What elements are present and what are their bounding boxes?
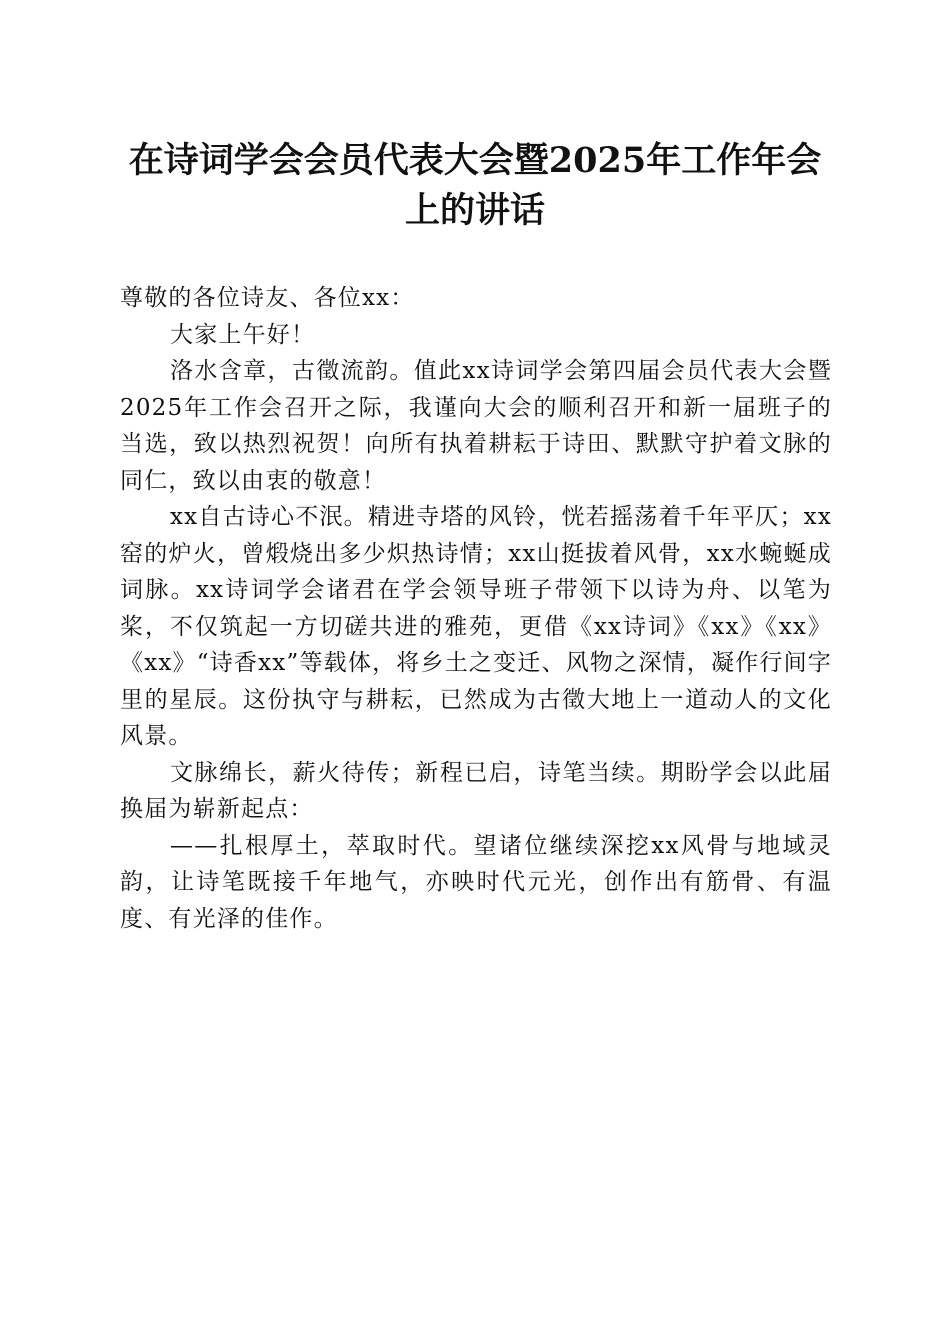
title-line-2: 上的讲话 bbox=[404, 190, 545, 231]
point-one-paragraph: ——扎根厚土，萃取时代。望诸位继续深挖xx风骨与地域灵韵，让诗笔既接千年地气，亦映时代元光，创作出有筋骨、有温度、有光泽的佳作。 bbox=[120, 832, 832, 932]
greeting-paragraph: 大家上午好！ bbox=[170, 321, 316, 348]
salutation: 尊敬的各位诗友、各位xx： bbox=[120, 285, 415, 311]
expectation-paragraph: 文脉绵长，薪火待传；新程已启，诗笔当续。期盼学会以此届换届为崭新起点： bbox=[120, 759, 832, 822]
title-line-1: 在诗词学会会员代表大会暨2025年工作年会 bbox=[128, 140, 822, 181]
heritage-paragraph: xx自古诗心不泯。精进寺塔的风铃，恍若摇荡着千年平仄；xx窑的炉火，曾煅烧出多少炽热诗情；xx山挺拔着风骨，xx水蜿蜒成词脉。xx诗词学会诸君在学会领导班子带领下以诗为舟、以笔为桨，不仅筑起一方切磋共进的雅苑，更借《xx诗词》《xx》《xx》《xx》“诗香xx”等载体，将乡土之变迁、风物之深情，凝作行间字里的星辰。这份执守与耕耘，已然成为古徵大地上一道动人的文化风景。 bbox=[120, 504, 832, 749]
document-title bbox=[100, 136, 850, 236]
document-body bbox=[120, 280, 832, 937]
opening-paragraph: 洛水含章，古徵流韵。值此xx诗词学会第四届会员代表大会暨2025年工作会召开之际，我谨向大会的顺利召开和新一届班子的当选，致以热烈祝贺！向所有执着耕耘于诗田、默默守护着文脉的同仁，致以由衷的敬意！ bbox=[120, 358, 832, 494]
